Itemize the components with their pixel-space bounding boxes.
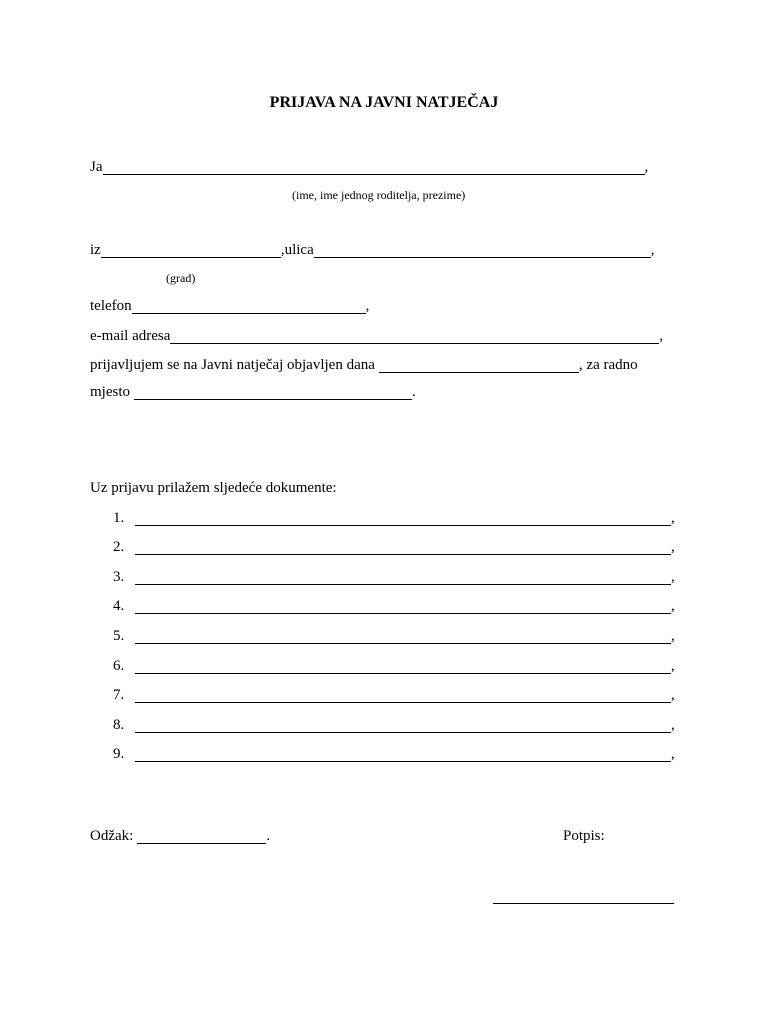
document-number: 9. — [113, 746, 125, 762]
street-label: ,ulica — [280, 242, 314, 258]
document-item — [113, 688, 675, 703]
address-line-comma: , — [650, 242, 655, 258]
document-comma: , — [671, 658, 675, 674]
document-item — [113, 718, 675, 733]
signature-label: Potpis: — [563, 828, 605, 844]
email-line — [90, 329, 663, 344]
document-comma: , — [671, 746, 675, 762]
name-field[interactable] — [103, 162, 645, 175]
document-item — [113, 599, 675, 614]
address-line — [90, 243, 654, 258]
document-comma: , — [671, 510, 675, 526]
position-line-period: . — [412, 384, 416, 400]
place-line — [90, 829, 270, 844]
document-number: 4. — [113, 598, 125, 614]
date-field[interactable] — [379, 360, 579, 373]
place-label: Odžak: — [90, 828, 134, 844]
name-hint: (ime, ime jednog roditelja, prezime) — [292, 188, 466, 202]
name-line — [90, 160, 648, 175]
signature-field[interactable] — [493, 903, 674, 904]
city-field[interactable] — [101, 245, 281, 258]
document-item — [113, 747, 675, 762]
email-line-comma: , — [659, 328, 664, 344]
document-field[interactable] — [135, 572, 671, 585]
document-field[interactable] — [135, 631, 671, 644]
phone-line-comma: , — [365, 298, 370, 314]
document-item — [113, 659, 675, 674]
email-field[interactable] — [170, 331, 659, 344]
name-line-comma: , — [644, 159, 649, 175]
document-comma: , — [671, 539, 675, 555]
document-comma: , — [671, 628, 675, 644]
document-field[interactable] — [135, 749, 671, 762]
application-text-after: , za radno — [578, 357, 638, 373]
name-label: Ja — [90, 159, 103, 175]
street-field[interactable] — [314, 245, 651, 258]
document-comma: , — [671, 598, 675, 614]
document-number: 1. — [113, 510, 125, 526]
document-field[interactable] — [135, 513, 671, 526]
phone-label: telefon — [90, 298, 132, 314]
document-item — [113, 570, 675, 585]
city-hint: (grad) — [166, 271, 196, 285]
document-field[interactable] — [135, 601, 671, 614]
phone-line — [90, 299, 369, 314]
position-line — [90, 385, 416, 400]
city-label: iz — [90, 242, 101, 258]
application-line — [90, 358, 638, 373]
document-field[interactable] — [135, 542, 671, 555]
document-comma: , — [671, 569, 675, 585]
document-comma: , — [671, 687, 675, 703]
phone-field[interactable] — [132, 301, 366, 314]
document-comma: , — [671, 717, 675, 733]
document-number: 3. — [113, 569, 125, 585]
document-number: 2. — [113, 539, 125, 555]
position-field[interactable] — [134, 387, 412, 400]
document-item — [113, 540, 675, 555]
place-period: . — [266, 828, 271, 844]
position-label: mjesto — [90, 384, 130, 400]
document-number: 7. — [113, 687, 125, 703]
document-number: 6. — [113, 658, 125, 674]
document-number: 8. — [113, 717, 125, 733]
documents-heading: Uz prijavu prilažem sljedeće dokumente: — [90, 480, 337, 496]
document-field[interactable] — [135, 661, 671, 674]
form-title: PRIJAVA NA JAVNI NATJEČAJ — [269, 94, 499, 111]
application-text: prijavljujem se na Javni natječaj objavljen dana — [90, 357, 375, 373]
document-field[interactable] — [135, 690, 671, 703]
document-number: 5. — [113, 628, 125, 644]
email-label: e-mail adresa — [90, 328, 171, 344]
document-item — [113, 629, 675, 644]
document-item — [113, 511, 675, 526]
place-field[interactable] — [137, 831, 266, 844]
document-field[interactable] — [135, 720, 671, 733]
